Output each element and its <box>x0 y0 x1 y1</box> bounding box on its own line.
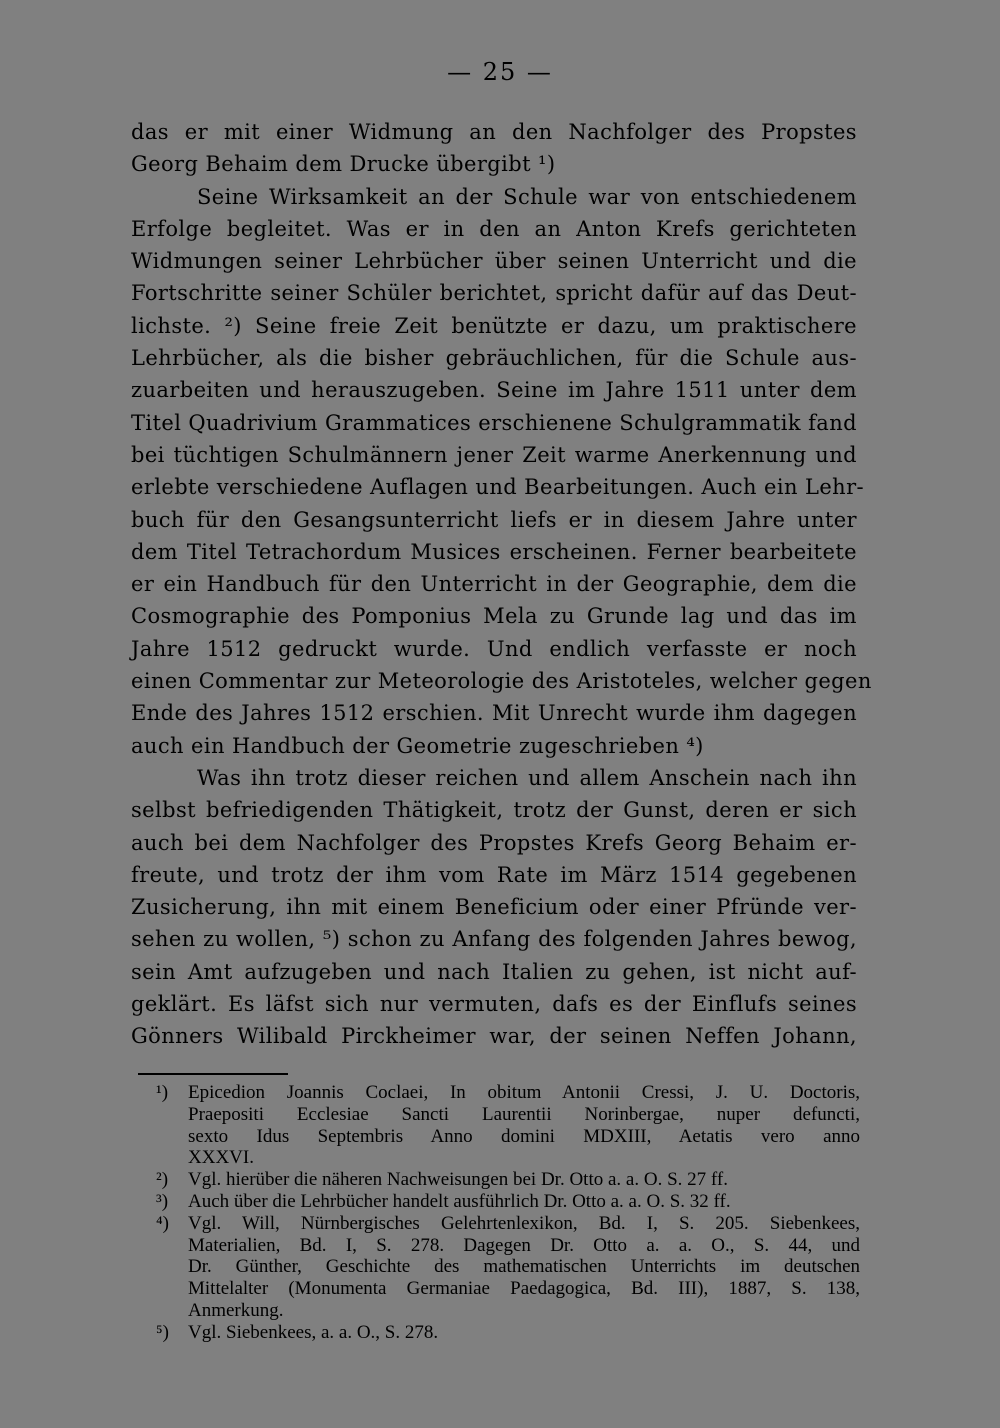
body-line: geklärt. Es läfst sich nur vermuten, dafs es der Einflufs seines <box>131 992 857 1017</box>
body-line: sehen zu wollen, ⁵) schon zu Anfang des folgenden Jahres bewog, <box>131 927 857 952</box>
footnote-4 <box>150 1213 860 1322</box>
body-line: Ende des Jahres 1512 erschien. Mit Unrecht wurde ihm dagegen <box>131 701 857 726</box>
footnote-marker: ³) <box>156 1190 169 1212</box>
body-line: buch für den Gesangsunterricht liefs er in diesem Jahre unter <box>131 507 857 532</box>
footnote-line: Anmerkung. <box>188 1299 284 1321</box>
body-line: Widmungen seiner Lehrbücher über seinen Unterricht und die <box>131 249 857 274</box>
body-line: bei tüchtigen Schulmännern jener Zeit warme Anerkennung und <box>131 442 857 467</box>
footnote-line: XXXVI. <box>188 1147 254 1169</box>
body-line: einen Commentar zur Meteorologie des Aristoteles, welcher gegen <box>131 669 872 694</box>
body-line: Gönners Wilibald Pirckheimer war, der seinen Neffen Johann, <box>131 1024 857 1049</box>
body-line: Erfolge begleitet. Was er in den an Anton Krefs gerichteten <box>131 216 857 241</box>
footnote-line: sexto Idus Septembris Anno domini MDXIII, Aetatis vero anno <box>188 1125 860 1147</box>
body-line: erlebte verschiedene Auflagen und Bearbeitungen. Auch ein Lehr- <box>131 475 865 500</box>
footnote-3 <box>150 1191 860 1213</box>
footnote-marker: ⁴) <box>156 1212 169 1234</box>
body-line: Titel Quadrivium Grammatices erschienene Schulgrammatik fand <box>131 410 857 435</box>
footnote-line: Materialien, Bd. I, S. 278. Dagegen Dr. Otto a. a. O., S. 44, und <box>188 1234 860 1256</box>
body-line: auch bei dem Nachfolger des Propstes Krefs Georg Behaim er- <box>131 830 857 855</box>
body-line: Zusicherung, ihn mit einem Beneficium oder einer Pfründe ver- <box>131 895 857 920</box>
body-line: Jahre 1512 gedruckt wurde. Und endlich verfasste er noch <box>131 636 857 661</box>
footnote-line: Mittelalter (Monumenta Germaniae Paedagogica, Bd. III), 1887, S. 138, <box>188 1278 860 1300</box>
page-number: — 25 — <box>447 58 553 86</box>
body-line: auch ein Handbuch der Geometrie zugeschrieben ⁴) <box>131 733 704 758</box>
body-line: das er mit einer Widmung an den Nachfolger des Propstes <box>131 120 857 144</box>
footnote-2 <box>150 1169 860 1191</box>
footnote-line: Vgl. hierüber die näheren Nachweisungen bei Dr. Otto a. a. O. S. 27 ff. <box>188 1169 728 1191</box>
footnote-line: Vgl. Will, Nürnbergisches Gelehrtenlexikon, Bd. I, S. 205. Siebenkees, <box>188 1212 860 1234</box>
body-line: freute, und trotz der ihm vom Rate im März 1514 gegebenen <box>131 862 857 887</box>
body-line: sein Amt aufzugeben und nach Italien zu gehen, ist nicht auf- <box>131 959 857 984</box>
body-line: lichste. ²) Seine freie Zeit benützte er dazu, um praktischere <box>131 313 857 338</box>
footnote-marker: ¹) <box>156 1082 169 1103</box>
body-line: Fortschritte seiner Schüler berichtet, spricht dafür auf das Deut- <box>131 281 857 306</box>
body-line: Lehrbücher, als die bisher gebräuchlichen, für die Schule aus- <box>131 346 857 371</box>
footnote-5 <box>150 1322 860 1344</box>
footnote-line: Dr. Günther, Geschichte des mathematischen Unterrichts im deutschen <box>188 1256 860 1278</box>
body-line: selbst befriedigenden Thätigkeit, trotz der Gunst, deren er sich <box>131 798 857 823</box>
footnote-marker: ⁵) <box>156 1321 169 1343</box>
footnote-line: Vgl. Siebenkees, a. a. O., S. 278. <box>188 1321 439 1343</box>
footnote-line: Epicedion Joannis Coclaei, In obitum Antonii Cressi, J. U. Doctoris, <box>188 1082 860 1103</box>
body-line: Georg Behaim dem Drucke übergibt ¹) <box>131 152 556 177</box>
body-text <box>131 116 872 1053</box>
body-line: Seine Wirksamkeit an der Schule war von entschiedenem <box>197 184 857 209</box>
body-line: er ein Handbuch für den Unterricht in der Geographie, dem die <box>131 572 857 597</box>
body-line: zuarbeiten und herauszugeben. Seine im Jahre 1511 unter dem <box>131 378 857 403</box>
body-line: Cosmographie des Pomponius Mela zu Grunde lag und das im <box>131 604 857 629</box>
body-line: Was ihn trotz dieser reichen und allem Anschein nach ihn <box>197 765 857 790</box>
footnote-line: Auch über die Lehrbücher handelt ausführlich Dr. Otto a. a. O. S. 32 ff. <box>188 1190 731 1212</box>
footnote-marker: ²) <box>156 1169 169 1191</box>
footnote-divider <box>138 1073 288 1075</box>
footnote-1 <box>150 1082 860 1169</box>
footnote-line: Praepositi Ecclesiae Sancti Laurentii Norinbergae, nuper defuncti, <box>188 1103 860 1125</box>
footnotes <box>150 1082 860 1344</box>
body-line: dem Titel Tetrachordum Musices erscheinen. Ferner bearbeitete <box>131 539 857 564</box>
